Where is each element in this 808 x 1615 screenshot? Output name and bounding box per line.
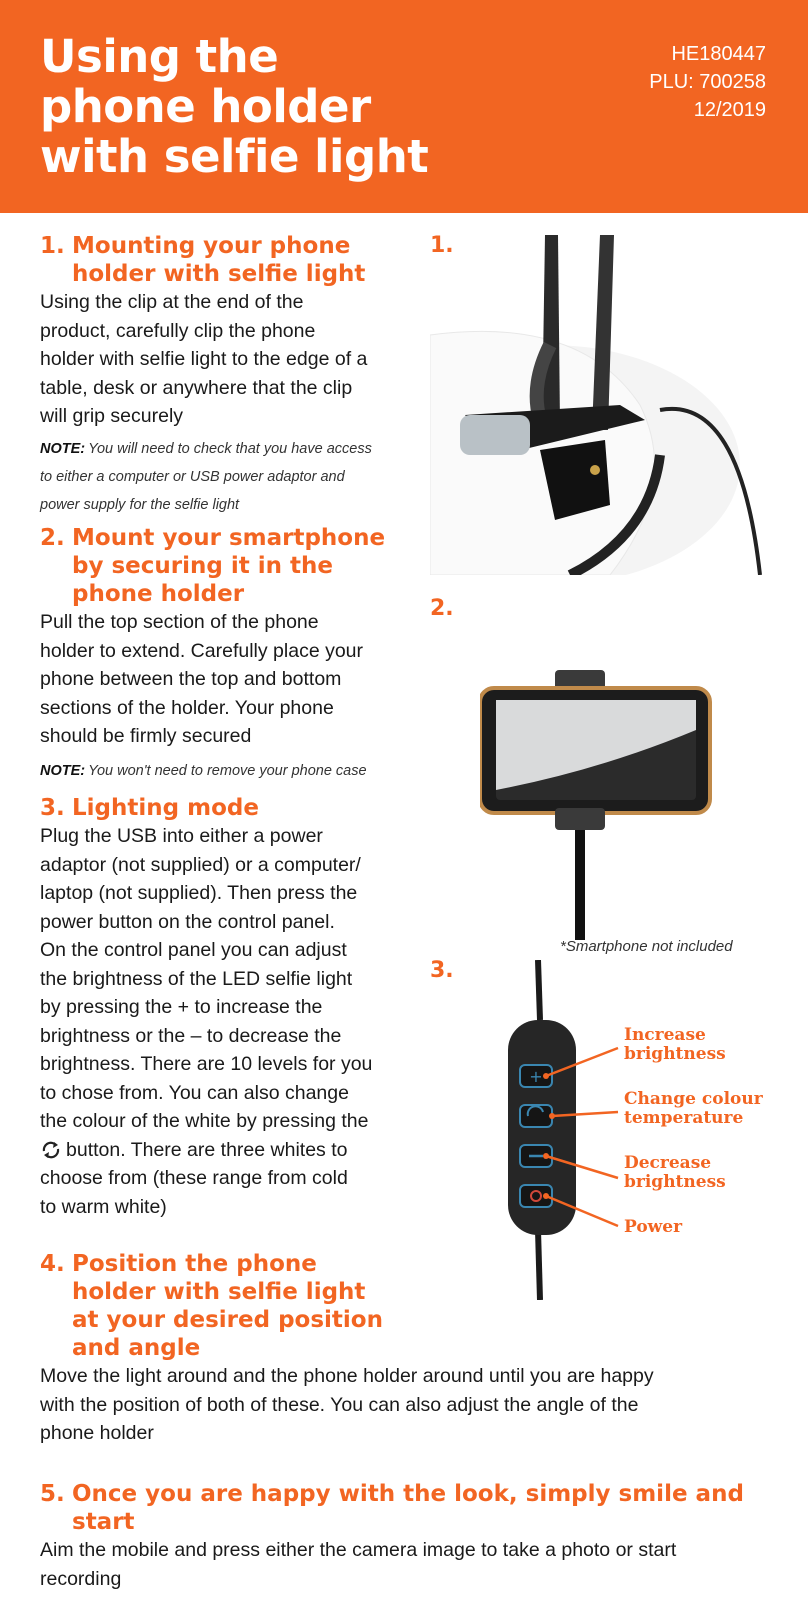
heading-line: and angle [72,1335,201,1361]
heading-line: Position the phone [72,1251,317,1277]
product-code: HE180447 [671,43,766,65]
step-number: 1. [40,233,65,259]
body-line: with the position of both of these. You can also adjust the angle of the [40,1393,639,1416]
body-line: by pressing the + to increase the [40,996,323,1018]
callout-power [624,1218,682,1237]
step-number: 5. [40,1481,65,1507]
step-2-heading [40,524,410,608]
callout-line: brightness [624,1172,726,1192]
callout-line: brightness [624,1044,726,1064]
note-line: You won't need to remove your phone case [88,762,367,779]
body-line: holder with selfie light to the edge of a [40,348,368,370]
body-line: product, carefully clip the phone [40,319,316,342]
date: 12/2019 [693,99,766,121]
body-line: holder to extend. Carefully place your [40,639,364,662]
body-line: choose from (these range from cold [40,1167,348,1189]
colour-cycle-icon [40,1141,62,1159]
body-line: Using the clip at the end of the [40,291,304,313]
step-1-note [40,435,410,519]
step-4 [40,1250,770,1448]
body-text: button. There are three whites to [66,1138,348,1161]
body-line: phone between the top and bottom [40,668,342,690]
heading-line: by securing it in the [72,553,333,579]
step-2-body [40,608,410,751]
body-line: Move the light around and the phone holder around until you are happy [40,1365,654,1387]
body-line: recording [40,1567,122,1590]
body-line: Plug the USB into either a power [40,825,323,847]
body-line: Pull the top section of the phone [40,611,319,633]
smartphone-footnote: *Smartphone not included [560,938,733,955]
body-line: adaptor (not supplied) or a computer/ [40,853,361,876]
plu-code: PLU: 700258 [649,71,766,93]
step-5-body [40,1536,770,1593]
body-line: the brightness of the LED selfie light [40,967,353,990]
figure-3-label: 3. [430,958,454,983]
step-5 [40,1480,770,1593]
body-line: laptop (not supplied). Then press the [40,882,358,904]
note-line: to either a computer or USB power adaptor and [40,468,345,485]
header-banner [0,0,808,213]
step-number: 2. [40,525,65,551]
body-line: table, desk or anywhere that the clip [40,376,353,399]
callout-line: Change colour [624,1089,763,1109]
heading-line: Mount your smartphone [72,525,386,551]
body-line: power button on the control panel. [40,910,335,933]
heading-line: holder with selfie light [72,261,366,287]
body-line: the colour of the white by pressing the [40,1110,369,1132]
body-line: On the control panel you can adjust [40,939,347,961]
callout-increase-brightness [624,1026,726,1064]
callout-line: Decrease [624,1153,712,1173]
callout-change-colour [624,1090,763,1128]
note-line: power supply for the selfie light [40,496,240,513]
body-line: sections of the holder. Your phone [40,696,334,719]
body-line: should be firmly secured [40,725,252,747]
body-line: brightness or the – to decrease the [40,1024,342,1047]
control-panel-illustration [500,960,620,1300]
figure-1-label: 1. [430,233,454,258]
heading-line: Lighting mode [72,795,259,821]
callout-line: temperature [624,1108,744,1128]
note-line: You will need to check that you have access [88,440,372,457]
note-label: NOTE: [40,762,86,779]
body-line: to chose from. You can also change [40,1081,349,1104]
step-1-heading [40,232,410,288]
title-line: with selfie light [40,130,429,183]
phone-holder-illustration [480,670,715,940]
step-3-heading [40,794,410,822]
page-title [40,32,600,182]
svg-text:+: + [529,1067,543,1086]
body-line: brightness. There are 10 levels for you [40,1053,373,1075]
heading-line: at your desired position [72,1307,383,1333]
step-3-body [40,822,410,1221]
callout-decrease-brightness [624,1154,726,1192]
step-2-note [40,757,410,785]
callout-line: Increase [624,1025,706,1045]
step-4-body [40,1362,770,1448]
heading-line: Mounting your phone [72,233,351,259]
title-line: phone holder [40,80,371,133]
product-meta [649,40,766,124]
title-line: Using the [40,30,279,83]
heading-line: phone holder [72,581,245,607]
body-line: to warm white) [40,1195,167,1218]
heading-line: Once you are happy with the look, simply smile and [72,1481,744,1507]
body-line: phone holder [40,1422,154,1444]
step-number: 3. [40,795,65,821]
heading-line: start [72,1509,135,1535]
callout-line: Power [624,1217,683,1237]
note-label: NOTE: [40,440,86,457]
step-5-heading [40,1480,770,1536]
body-line: will grip securely [40,405,184,427]
clip-mount-illustration [430,235,780,575]
body-line-with-icon [40,1136,410,1165]
step-1 [40,232,410,519]
body-line: Aim the mobile and press either the camera image to take a photo or start [40,1539,677,1561]
figure-2-label: 2. [430,596,454,621]
heading-line: holder with selfie light [72,1279,366,1305]
step-1-body [40,288,410,431]
step-3 [40,794,410,1221]
step-4-heading [40,1250,770,1362]
step-2 [40,524,410,785]
step-number: 4. [40,1251,65,1277]
